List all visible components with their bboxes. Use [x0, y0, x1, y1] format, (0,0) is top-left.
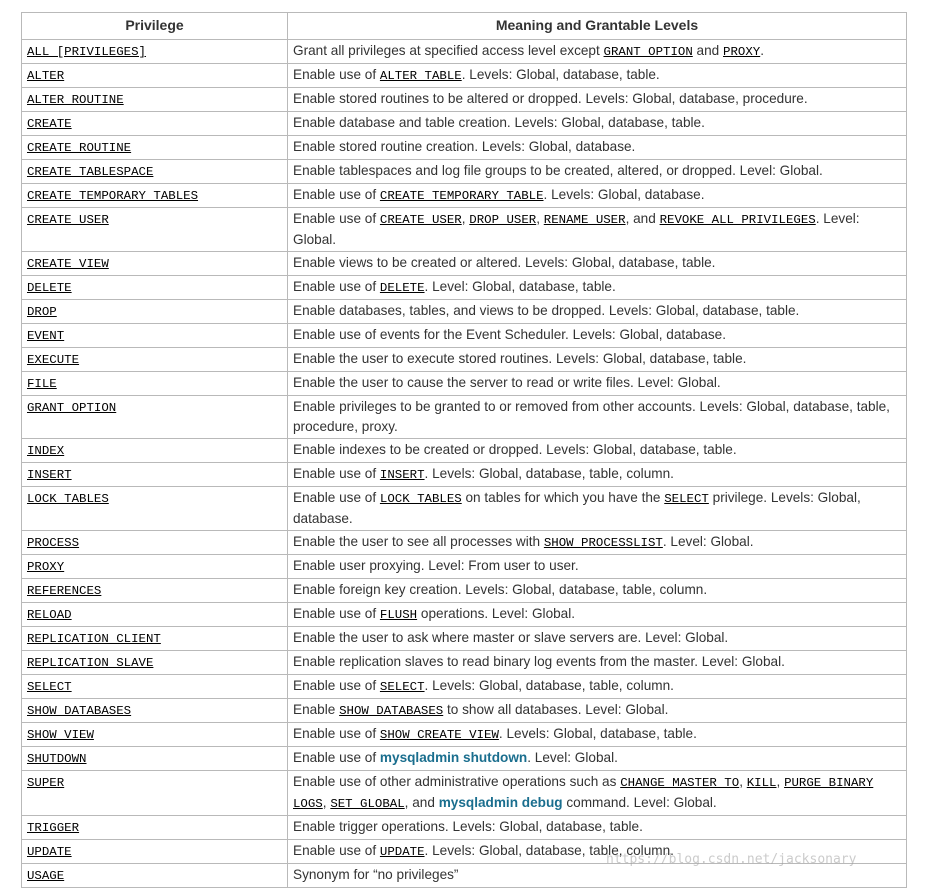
table-row — [22, 864, 907, 888]
meaning-cell — [288, 579, 907, 603]
meaning-text: , and — [404, 795, 439, 810]
privilege-link[interactable]: LOCK TABLES — [27, 492, 109, 506]
meaning-cell — [288, 487, 907, 531]
privilege-link[interactable]: ALTER — [27, 69, 65, 83]
meaning-text: Grant all privileges at specified access level except — [293, 43, 604, 58]
privilege-cell — [22, 579, 288, 603]
privilege-link[interactable]: CREATE — [27, 117, 72, 131]
meaning-cell — [288, 324, 907, 348]
meaning-text: . Level: Global, database, table. — [424, 279, 616, 294]
table-row — [22, 840, 907, 864]
privilege-cell — [22, 64, 288, 88]
privilege-cell — [22, 531, 288, 555]
privilege-cell — [22, 372, 288, 396]
meaning-text: Enable — [293, 702, 340, 717]
table-row — [22, 396, 907, 439]
meaning-text: Enable privileges to be granted to or removed from other accounts. Levels: Global, database, table, procedure, proxy. — [293, 399, 890, 434]
meaning-text: Enable use of other administrative operations such as — [293, 774, 621, 789]
statement-link[interactable]: LOCK TABLES — [379, 492, 462, 506]
table-row — [22, 651, 907, 675]
meaning-cell — [288, 40, 907, 64]
table-body — [22, 40, 907, 888]
meaning-text: Enable use of — [293, 606, 380, 621]
meaning-text: Enable the user to see all processes with — [293, 534, 544, 549]
meaning-cell — [288, 723, 907, 747]
statement-link[interactable]: PURGE BINARY LOGS — [293, 776, 874, 811]
meaning-cell — [288, 439, 907, 463]
table-row — [22, 723, 907, 747]
privilege-cell — [22, 396, 288, 439]
meaning-text: operations. Level: Global. — [417, 606, 576, 621]
statement-link[interactable]: PROXY — [723, 45, 761, 59]
privilege-link[interactable]: PROCESS — [27, 536, 80, 550]
privilege-cell — [22, 463, 288, 487]
meaning-cell — [288, 252, 907, 276]
statement-link[interactable]: SELECT — [379, 680, 425, 694]
meaning-text: Enable database and table creation. Levels: Global, database, table. — [293, 115, 705, 130]
meaning-text: Enable the user to ask where master or slave servers are. Level: Global. — [293, 630, 729, 645]
meaning-text: Enable foreign key creation. Levels: Global, database, table, column. — [293, 582, 708, 597]
statement-link[interactable]: RENAME USER — [543, 213, 626, 227]
table-row — [22, 184, 907, 208]
table-row — [22, 771, 907, 816]
privilege-link[interactable]: DROP — [27, 305, 57, 319]
meaning-cell — [288, 88, 907, 112]
privilege-link[interactable]: CREATE USER — [27, 213, 109, 227]
meaning-text: Enable use of — [293, 67, 380, 82]
privilege-link[interactable]: UPDATE — [27, 845, 72, 859]
meaning-text: . Levels: Global, database, table, column. — [424, 678, 674, 693]
meaning-text: . Level: Global. — [662, 534, 754, 549]
table-row — [22, 603, 907, 627]
table-row — [22, 816, 907, 840]
statement-link[interactable]: CHANGE MASTER TO — [620, 776, 740, 790]
privilege-link[interactable]: REPLICATION CLIENT — [27, 632, 161, 646]
privilege-link[interactable]: RELOAD — [27, 608, 72, 622]
privilege-cell — [22, 184, 288, 208]
privilege-link[interactable]: FILE — [27, 377, 57, 391]
table-row — [22, 324, 907, 348]
statement-link[interactable]: ALTER TABLE — [379, 69, 462, 83]
statement-link[interactable]: DELETE — [379, 281, 425, 295]
statement-link[interactable]: DROP USER — [469, 213, 537, 227]
privilege-cell — [22, 439, 288, 463]
meaning-text: . Levels: Global, database. — [543, 187, 705, 202]
statement-link[interactable]: KILL — [746, 776, 777, 790]
meaning-text: Enable use of — [293, 279, 380, 294]
privilege-cell — [22, 627, 288, 651]
meaning-text: . Level: Global. — [527, 750, 618, 765]
meaning-text: . — [760, 43, 764, 58]
meaning-cell — [288, 276, 907, 300]
table-row — [22, 439, 907, 463]
meaning-cell — [288, 348, 907, 372]
meaning-text: command. Level: Global. — [562, 795, 717, 810]
privilege-link[interactable]: DELETE — [27, 281, 72, 295]
meaning-cell — [288, 64, 907, 88]
meaning-text: Enable use of — [293, 466, 380, 481]
meaning-cell — [288, 627, 907, 651]
meaning-text: on tables for which you have the — [461, 490, 665, 505]
statement-link[interactable]: CREATE USER — [379, 213, 462, 227]
meaning-text: . Levels: Global, database, table. — [498, 726, 697, 741]
statement-link[interactable]: SHOW CREATE VIEW — [379, 728, 499, 742]
statement-link[interactable]: CREATE TEMPORARY TABLE — [379, 189, 544, 203]
meaning-cell — [288, 840, 907, 864]
meaning-text: Enable use of events for the Event Scheduler. Levels: Global, database. — [293, 327, 727, 342]
privilege-cell — [22, 348, 288, 372]
table-row — [22, 300, 907, 324]
command-link[interactable]: mysqladmin debug — [438, 795, 563, 810]
table-row — [22, 160, 907, 184]
column-header-privilege: Privilege — [22, 13, 288, 40]
privilege-cell — [22, 252, 288, 276]
privilege-link[interactable]: INDEX — [27, 444, 65, 458]
table-row — [22, 699, 907, 723]
meaning-text: . Levels: Global, database, table. — [461, 67, 660, 82]
meaning-cell — [288, 463, 907, 487]
privilege-cell — [22, 112, 288, 136]
privilege-cell — [22, 555, 288, 579]
table-row — [22, 579, 907, 603]
meaning-text: Enable stored routines to be altered or dropped. Levels: Global, database, procedure. — [293, 91, 808, 106]
meaning-text: , and — [625, 211, 660, 226]
privilege-cell — [22, 208, 288, 252]
meaning-text: Enable stored routine creation. Levels: Global, database. — [293, 139, 636, 154]
table-row — [22, 348, 907, 372]
meaning-text: Enable databases, tables, and views to be dropped. Levels: Global, database, table. — [293, 303, 800, 318]
meaning-text: Enable use of — [293, 187, 380, 202]
watermark: https://blog.csdn.net/jacksonary — [606, 852, 857, 867]
privilege-link[interactable]: SELECT — [27, 680, 72, 694]
table-row — [22, 88, 907, 112]
table-row — [22, 627, 907, 651]
privilege-link[interactable]: USAGE — [27, 869, 65, 883]
meaning-text: . Level: Global. — [293, 211, 860, 247]
meaning-cell — [288, 136, 907, 160]
privilege-link[interactable]: EXECUTE — [27, 353, 80, 367]
privilege-link[interactable]: CREATE TABLESPACE — [27, 165, 154, 179]
table-row — [22, 64, 907, 88]
privilege-cell — [22, 487, 288, 531]
privilege-link[interactable]: SHOW DATABASES — [27, 704, 132, 718]
privilege-cell — [22, 300, 288, 324]
privilege-link[interactable]: TRIGGER — [27, 821, 80, 835]
meaning-text: Enable use of — [293, 490, 380, 505]
meaning-text: . Levels: Global, database, table, column. — [424, 466, 674, 481]
privilege-cell — [22, 840, 288, 864]
privilege-cell — [22, 771, 288, 816]
table-row — [22, 208, 907, 252]
meaning-text: , — [536, 211, 544, 226]
meaning-cell — [288, 160, 907, 184]
privilege-cell — [22, 723, 288, 747]
statement-link[interactable]: UPDATE — [379, 845, 425, 859]
privilege-link[interactable]: CREATE ROUTINE — [27, 141, 132, 155]
meaning-cell — [288, 699, 907, 723]
meaning-cell — [288, 747, 907, 771]
table-row — [22, 747, 907, 771]
meaning-text: privilege. Levels: Global, database. — [293, 490, 861, 526]
privilege-link[interactable]: CREATE TEMPORARY TABLES — [27, 189, 199, 203]
privilege-link[interactable]: ALTER ROUTINE — [27, 93, 124, 107]
privilege-link[interactable]: REPLICATION SLAVE — [27, 656, 154, 670]
meaning-cell — [288, 372, 907, 396]
statement-link[interactable]: REVOKE ALL PRIVILEGES — [659, 213, 816, 227]
table-row — [22, 372, 907, 396]
table-header-row — [22, 13, 907, 40]
privilege-link[interactable]: SHUTDOWN — [27, 752, 87, 766]
meaning-text: Enable trigger operations. Levels: Global, database, table. — [293, 819, 643, 834]
statement-link[interactable]: SET GLOBAL — [330, 797, 405, 811]
meaning-cell — [288, 651, 907, 675]
privilege-link[interactable]: GRANT OPTION — [27, 401, 117, 415]
meaning-text: Synonym for “no privileges” — [293, 867, 459, 882]
meaning-cell — [288, 531, 907, 555]
statement-link[interactable]: GRANT OPTION — [603, 45, 693, 59]
meaning-text: Enable indexes to be created or dropped. Levels: Global, database, table. — [293, 442, 737, 457]
statement-link[interactable]: FLUSH — [379, 608, 418, 622]
meaning-cell — [288, 816, 907, 840]
table-row — [22, 463, 907, 487]
command-link[interactable]: mysqladmin shutdown — [379, 750, 528, 765]
meaning-cell — [288, 603, 907, 627]
meaning-text: and — [692, 43, 724, 58]
privilege-link[interactable]: SHOW VIEW — [27, 728, 94, 742]
privilege-link[interactable]: REFERENCES — [27, 584, 102, 598]
statement-link[interactable]: SHOW PROCESSLIST — [543, 536, 663, 550]
meaning-text: Enable use of — [293, 678, 380, 693]
meaning-text: , — [776, 774, 785, 789]
table-row — [22, 252, 907, 276]
privilege-cell — [22, 276, 288, 300]
privilege-link[interactable]: CREATE VIEW — [27, 257, 109, 271]
meaning-cell — [288, 112, 907, 136]
meaning-text: Enable tablespaces and log file groups to be created, altered, or dropped. Level: Global. — [293, 163, 823, 178]
privilege-cell — [22, 816, 288, 840]
meaning-text: . Levels: Global, database, table, column. — [424, 843, 674, 858]
privilege-cell — [22, 864, 288, 888]
meaning-text: Enable views to be created or altered. Levels: Global, database, table. — [293, 255, 716, 270]
privilege-link[interactable]: SUPER — [27, 776, 65, 790]
table-row — [22, 675, 907, 699]
meaning-cell — [288, 555, 907, 579]
table-row — [22, 40, 907, 64]
privilege-cell — [22, 651, 288, 675]
meaning-text: Enable user proxying. Level: From user to user. — [293, 558, 579, 573]
privilege-cell — [22, 324, 288, 348]
privilege-link[interactable]: PROXY — [27, 560, 65, 574]
privilege-link[interactable]: ALL [PRIVILEGES] — [27, 45, 146, 59]
meaning-cell — [288, 300, 907, 324]
column-header-meaning: Meaning and Grantable Levels — [288, 13, 907, 40]
meaning-cell — [288, 864, 907, 888]
meaning-text: Enable the user to cause the server to read or write files. Level: Global. — [293, 375, 721, 390]
privilege-cell — [22, 136, 288, 160]
table-row — [22, 276, 907, 300]
privilege-cell — [22, 747, 288, 771]
table-row — [22, 487, 907, 531]
privilege-cell — [22, 603, 288, 627]
meaning-text: , — [461, 211, 470, 226]
privilege-cell — [22, 699, 288, 723]
meaning-text: Enable use of — [293, 750, 380, 765]
statement-link[interactable]: SHOW DATABASES — [339, 704, 444, 718]
privilege-link[interactable]: EVENT — [27, 329, 65, 343]
meaning-text: to show all databases. Level: Global. — [443, 702, 669, 717]
table-row — [22, 555, 907, 579]
meaning-text: Enable use of — [293, 211, 380, 226]
privilege-cell — [22, 160, 288, 184]
meaning-cell — [288, 771, 907, 816]
meaning-cell — [288, 208, 907, 252]
meaning-text: , — [739, 774, 747, 789]
meaning-cell — [288, 184, 907, 208]
meaning-cell — [288, 675, 907, 699]
table-row — [22, 112, 907, 136]
privilege-cell — [22, 675, 288, 699]
meaning-text: Enable use of — [293, 726, 380, 741]
statement-link[interactable]: INSERT — [379, 468, 425, 482]
meaning-text: Enable replication slaves to read binary log events from the master. Level: Global. — [293, 654, 785, 669]
meaning-text: , — [322, 795, 331, 810]
privileges-table — [21, 12, 907, 888]
meaning-cell — [288, 396, 907, 439]
table-row — [22, 136, 907, 160]
privilege-cell — [22, 40, 288, 64]
table-row — [22, 531, 907, 555]
statement-link[interactable]: SELECT — [664, 492, 709, 506]
privilege-cell — [22, 88, 288, 112]
privilege-link[interactable]: INSERT — [27, 468, 72, 482]
meaning-text: Enable the user to execute stored routines. Levels: Global, database, table. — [293, 351, 747, 366]
meaning-text: Enable use of — [293, 843, 380, 858]
